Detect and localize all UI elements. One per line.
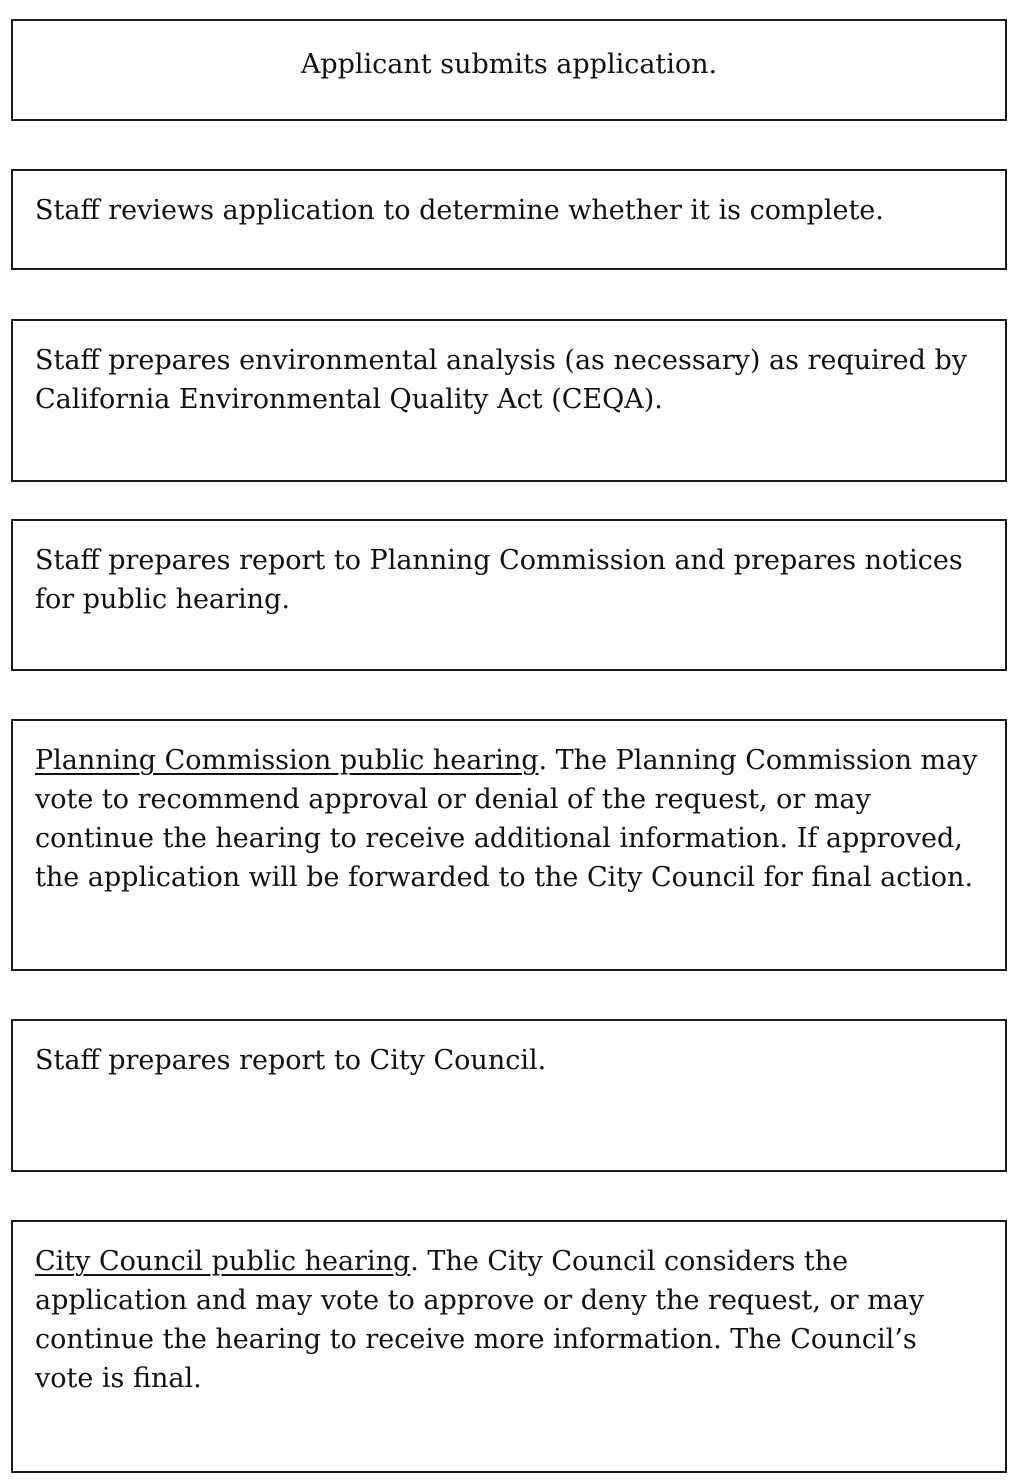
step-2-text: Staff reviews application to determine whether it is complete. bbox=[35, 195, 884, 226]
step-2-box bbox=[11, 169, 1007, 270]
step-1-text: Applicant submits application. bbox=[300, 49, 718, 80]
step-4-box bbox=[11, 519, 1007, 671]
step-5-text: . The Planning Commission may vote to recommend approval or denial of the request, or may continue the hearing to receive additional information. If approved, the application will be forwarded to the City Council for final action. bbox=[35, 745, 978, 893]
step-5-box bbox=[11, 719, 1007, 971]
step-6-text: Staff prepares report to City Council. bbox=[35, 1045, 547, 1076]
step-1-box bbox=[11, 19, 1007, 121]
step-3-text: Staff prepares environmental analysis (as necessary) as required by California Environmental Quality Act (CEQA). bbox=[35, 345, 968, 415]
step-3-box bbox=[11, 319, 1007, 482]
step-7-text: . The City Council considers the application and may vote to approve or deny the request, or may continue the hearing to receive more information. The Council’s vote is final. bbox=[35, 1246, 925, 1394]
step-4-text: Staff prepares report to Planning Commission and prepares notices for public hearing. bbox=[35, 545, 963, 615]
step-6-box bbox=[11, 1019, 1007, 1172]
step-7-heading: City Council public hearing bbox=[35, 1246, 411, 1277]
step-5-heading: Planning Commission public hearing bbox=[35, 745, 539, 776]
step-7-box bbox=[11, 1220, 1007, 1473]
